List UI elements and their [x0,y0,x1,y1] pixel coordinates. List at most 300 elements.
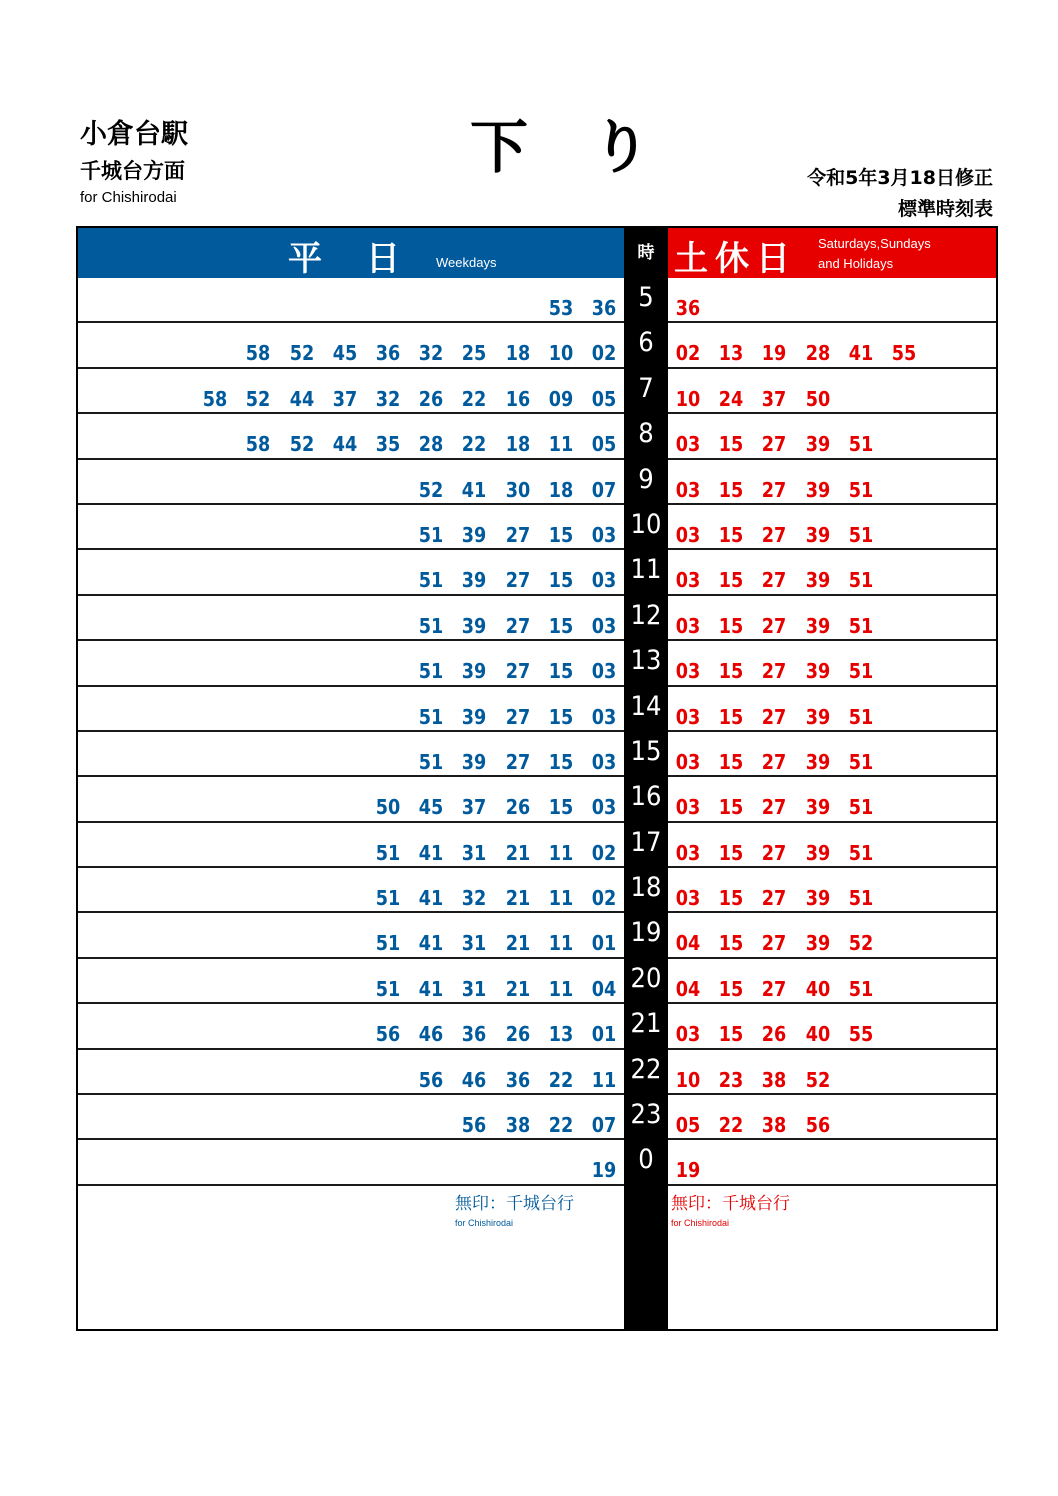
holiday-minute: 03 [675,568,701,593]
holiday-minute: 28 [805,341,830,366]
holiday-minute: 55 [848,1022,874,1047]
holiday-minute: 26 [762,1022,787,1047]
hour-column-footer [624,1186,668,1329]
holiday-minute: 04 [675,931,701,956]
weekday-minute: 39 [462,749,487,774]
weekday-minute: 18 [548,477,574,502]
weekday-cell [78,278,624,321]
weekday-minute: 02 [591,886,617,911]
timetable-row [78,823,996,868]
holiday-minute: 39 [805,795,830,820]
weekday-minute: 45 [418,795,444,820]
holiday-minute: 27 [762,976,787,1001]
timetable-row [78,1140,996,1185]
weekday-minute: 39 [462,522,487,547]
hour-label: 6 [624,323,668,368]
hour-label: 21 [624,1004,668,1049]
weekday-minute: 05 [591,386,617,411]
timetable-header [78,228,996,278]
weekday-header [78,228,624,278]
holiday-cell [668,732,996,775]
weekday-minute: 52 [289,432,314,457]
holiday-minute: 39 [805,522,830,547]
holiday-minute: 40 [805,1022,830,1047]
holiday-cell [668,1004,996,1047]
weekday-cell [78,323,624,366]
weekday-minute: 58 [246,432,271,457]
holiday-header-jp: 土休日 [674,239,797,279]
weekday-minute: 41 [418,886,444,911]
holiday-minute: 03 [675,886,701,911]
holiday-minute: 52 [805,1067,830,1092]
weekday-minute: 30 [505,477,530,502]
weekday-minute: 38 [505,1113,530,1138]
holiday-minute: 39 [805,886,830,911]
direction-label-en: for Chishirodai [80,189,177,206]
weekday-cell [78,414,624,457]
weekday-minute: 15 [548,659,574,684]
holiday-minute: 39 [805,749,830,774]
weekday-cell [78,369,624,412]
weekday-minute: 45 [332,341,358,366]
holiday-minute: 15 [718,432,744,457]
holiday-minute: 51 [848,704,874,729]
holiday-minute: 15 [718,613,744,638]
weekday-minute: 41 [418,840,444,865]
holiday-minute: 27 [762,477,787,502]
holiday-minute: 19 [762,341,787,366]
holiday-header-en-2: and Holidays [818,256,894,271]
weekday-minute: 32 [462,886,487,911]
weekday-cell [78,596,624,639]
weekday-minute: 46 [418,1022,444,1047]
hour-label: 12 [624,596,668,641]
holiday-cell [668,641,996,684]
weekday-cell [78,550,624,593]
holiday-minute: 15 [718,704,744,729]
holiday-minute: 15 [718,477,744,502]
weekday-minute: 03 [591,522,617,547]
holiday-minute: 15 [718,976,744,1001]
holiday-minute: 41 [848,341,874,366]
weekday-minute: 27 [505,749,530,774]
hour-label: 10 [624,505,668,550]
holiday-minute: 27 [762,931,787,956]
weekday-cell [78,505,624,548]
holiday-cell [668,505,996,548]
weekday-minute: 36 [375,341,401,366]
weekday-minute: 07 [591,1113,617,1138]
holiday-minute: 51 [848,613,874,638]
weekday-minute: 21 [505,931,530,956]
weekday-minute: 04 [591,976,617,1001]
weekday-minute: 03 [591,659,617,684]
timetable-footer [78,1186,996,1329]
holiday-minute: 15 [718,568,744,593]
timetable-row [78,505,996,550]
weekday-minute: 52 [289,341,314,366]
holiday-minute: 15 [718,840,744,865]
timetable-row [78,460,996,505]
holiday-minute: 52 [848,931,874,956]
weekday-minute: 51 [418,659,444,684]
weekday-minute: 51 [375,976,401,1001]
holiday-minute: 51 [848,976,874,1001]
weekday-minute: 31 [462,976,487,1001]
weekday-minute: 32 [418,341,444,366]
holiday-minute: 39 [805,613,830,638]
holiday-minute: 51 [848,749,874,774]
holiday-minute: 38 [762,1113,787,1138]
timetable-row [78,777,996,822]
weekday-minute: 44 [332,432,358,457]
hour-label: 8 [624,414,668,459]
holiday-minute: 27 [762,522,787,547]
holiday-minute: 10 [675,1067,701,1092]
weekday-minute: 15 [548,613,574,638]
holiday-minute: 27 [762,613,787,638]
holiday-minute: 04 [675,976,701,1001]
holiday-minute: 27 [762,840,787,865]
weekday-minute: 51 [418,704,444,729]
weekday-minute: 27 [505,704,530,729]
weekday-cell [78,777,624,820]
holiday-minute: 03 [675,749,701,774]
weekday-minute: 18 [505,432,530,457]
weekday-minute: 09 [548,386,574,411]
weekday-minute: 41 [418,931,444,956]
weekday-minute: 51 [418,522,444,547]
holiday-minute: 39 [805,659,830,684]
timetable-row [78,959,996,1004]
weekday-minute: 03 [591,749,617,774]
weekday-minute: 22 [462,386,487,411]
holiday-minute: 15 [718,795,744,820]
weekday-note-en: for Chishirodai [455,1218,514,1228]
holiday-minute: 51 [848,477,874,502]
holiday-cell [668,777,996,820]
weekday-cell [78,823,624,866]
timetable-row [78,641,996,686]
holiday-minute: 03 [675,795,701,820]
weekday-minute: 02 [591,341,617,366]
weekday-minute: 37 [332,386,358,411]
timetable-row [78,732,996,777]
weekday-minute: 11 [548,840,574,865]
weekday-minute: 36 [505,1067,530,1092]
weekday-minute: 11 [548,886,574,911]
holiday-cell [668,1050,996,1093]
holiday-header [668,228,996,278]
weekday-cell [78,868,624,911]
weekday-minute: 15 [548,522,574,547]
weekday-minute: 11 [548,931,574,956]
weekday-minute: 21 [505,840,530,865]
holiday-minute: 15 [718,749,744,774]
holiday-minute: 51 [848,886,874,911]
holiday-minute: 51 [848,795,874,820]
weekday-minute: 46 [462,1067,487,1092]
weekday-header-en: Weekdays [436,255,497,270]
holiday-minute: 27 [762,432,787,457]
weekday-minute: 51 [375,886,401,911]
weekday-minute: 56 [462,1113,487,1138]
holiday-minute: 51 [848,840,874,865]
holiday-cell [668,959,996,1002]
holiday-minute: 24 [718,386,744,411]
weekday-cell [78,460,624,503]
holiday-minute: 27 [762,749,787,774]
weekday-minute: 15 [548,749,574,774]
hour-label: 5 [624,278,668,323]
weekday-minute: 22 [462,432,487,457]
weekday-minute: 56 [418,1067,444,1092]
holiday-minute: 13 [718,341,744,366]
weekday-minute: 11 [548,432,574,457]
holiday-cell [668,1140,996,1183]
holiday-minute: 15 [718,1022,744,1047]
timetable-row [78,278,996,323]
station-name: 小倉台駅 [80,119,188,150]
hour-label: 18 [624,868,668,913]
weekday-minute: 15 [548,795,574,820]
weekday-minute: 15 [548,568,574,593]
timetable-row [78,323,996,368]
holiday-minute: 05 [675,1113,701,1138]
weekday-minute: 27 [505,568,530,593]
weekday-minute: 53 [548,296,574,320]
weekday-minute: 37 [462,795,487,820]
hour-label: 20 [624,959,668,1004]
holiday-cell [668,414,996,457]
holiday-cell [668,369,996,412]
weekday-minute: 50 [375,795,401,820]
weekday-minute: 11 [591,1067,617,1092]
weekday-minute: 05 [591,432,617,457]
weekday-minute: 03 [591,568,617,593]
holiday-minute: 15 [718,522,744,547]
weekday-minute: 44 [289,386,314,411]
holiday-note-en: for Chishirodai [671,1218,730,1228]
weekday-note: 無印：千城台行 [455,1194,574,1214]
holiday-minute: 15 [718,931,744,956]
holiday-minute: 19 [675,1158,701,1183]
timetable-row [78,369,996,414]
weekday-minute: 01 [591,1022,617,1047]
holiday-minute: 39 [805,840,830,865]
holiday-cell [668,278,996,321]
hour-label: 16 [624,777,668,822]
weekday-minute: 19 [591,1158,617,1183]
timetable-row [78,596,996,641]
holiday-cell [668,323,996,366]
holiday-minute: 39 [805,568,830,593]
weekday-minute: 11 [548,976,574,1001]
revision-date: 令和5年3月18日修正 [807,167,993,189]
weekday-minute: 52 [418,477,444,502]
hour-label: 14 [624,687,668,732]
weekday-minute: 13 [548,1022,574,1047]
holiday-minute: 23 [718,1067,744,1092]
holiday-minute: 27 [762,795,787,820]
holiday-minute: 03 [675,704,701,729]
holiday-minute: 51 [848,432,874,457]
holiday-minute: 27 [762,659,787,684]
weekday-minute: 56 [375,1022,401,1047]
holiday-minute: 03 [675,477,701,502]
weekday-cell [78,732,624,775]
weekday-minute: 25 [462,341,487,366]
weekday-minute: 39 [462,704,487,729]
holiday-minute: 39 [805,704,830,729]
weekday-minute: 41 [418,976,444,1001]
weekday-minute: 07 [591,477,617,502]
weekday-minute: 39 [462,568,487,593]
weekday-cell [78,1095,624,1138]
weekday-minute: 10 [548,341,574,366]
hour-label: 19 [624,913,668,958]
timetable-row [78,1050,996,1095]
timetable-row [78,913,996,958]
holiday-minute: 02 [675,341,701,366]
hour-header: 時 [624,228,668,278]
hour-label: 11 [624,550,668,595]
weekday-cell [78,913,624,956]
hour-label: 17 [624,823,668,868]
weekday-minute: 26 [505,795,530,820]
holiday-cell [668,913,996,956]
weekday-minute: 22 [548,1067,574,1092]
weekday-minute: 22 [548,1113,574,1138]
weekday-minute: 36 [591,296,617,320]
direction-label: 千城台方面 [80,159,185,183]
weekday-minute: 27 [505,613,530,638]
weekday-minute: 28 [418,432,444,457]
holiday-minute: 36 [675,296,701,320]
holiday-cell [668,823,996,866]
holiday-minute: 03 [675,522,701,547]
holiday-minute: 37 [762,386,787,411]
timetable-row [78,1004,996,1049]
timetable-row [78,687,996,732]
holiday-cell [668,1095,996,1138]
weekday-minute: 16 [505,386,530,411]
weekday-minute: 35 [375,432,401,457]
weekday-minute: 27 [505,659,530,684]
holiday-minute: 51 [848,522,874,547]
holiday-minute: 51 [848,568,874,593]
timetable-rows [78,278,996,1186]
weekday-cell [78,641,624,684]
weekday-minute: 36 [462,1022,487,1047]
holiday-minute: 15 [718,886,744,911]
holiday-minute: 38 [762,1067,787,1092]
weekday-minute: 02 [591,840,617,865]
hour-label: 9 [624,460,668,505]
holiday-minute: 50 [805,386,830,411]
timetable-row [78,868,996,913]
timetable-row [78,414,996,459]
weekday-minute: 52 [246,386,271,411]
holiday-minute: 55 [891,341,917,366]
hour-label: 15 [624,732,668,777]
weekday-minute: 03 [591,795,617,820]
holiday-minute: 39 [805,432,830,457]
weekday-minute: 03 [591,704,617,729]
holiday-minute: 27 [762,704,787,729]
holiday-note: 無印：千城台行 [671,1194,790,1214]
hour-label: 22 [624,1050,668,1095]
weekday-minute: 51 [418,568,444,593]
weekday-cell [78,1140,624,1183]
timetable-row [78,1095,996,1140]
weekday-minute: 31 [462,931,487,956]
holiday-minute: 03 [675,659,701,684]
holiday-minute: 03 [675,432,701,457]
weekday-minute: 26 [505,1022,530,1047]
hour-label: 23 [624,1095,668,1140]
holiday-cell [668,687,996,730]
weekday-minute: 51 [375,931,401,956]
weekday-header-jp: 平日 [288,239,444,279]
weekday-minute: 51 [418,749,444,774]
weekday-minute: 31 [462,840,487,865]
holiday-minute: 03 [675,840,701,865]
weekday-minute: 27 [505,522,530,547]
holiday-minute: 51 [848,659,874,684]
weekday-cell [78,959,624,1002]
weekday-minute: 58 [246,341,271,366]
holiday-minute: 27 [762,568,787,593]
weekday-cell [78,1050,624,1093]
weekday-minute: 58 [202,386,228,411]
weekday-cell [78,687,624,730]
holiday-cell [668,868,996,911]
holiday-minute: 15 [718,659,744,684]
holiday-minute: 39 [805,931,830,956]
hour-label: 7 [624,369,668,414]
weekday-minute: 39 [462,659,487,684]
weekday-minute: 26 [418,386,444,411]
holiday-cell [668,596,996,639]
holiday-minute: 03 [675,613,701,638]
weekday-minute: 51 [418,613,444,638]
weekday-minute: 39 [462,613,487,638]
weekday-cell [78,1004,624,1047]
hour-label: 0 [624,1140,668,1185]
hour-label: 13 [624,641,668,686]
holiday-minute: 56 [805,1113,830,1138]
holiday-minute: 10 [675,386,701,411]
weekday-minute: 03 [591,613,617,638]
holiday-minute: 40 [805,976,830,1001]
holiday-minute: 03 [675,1022,701,1047]
page-title: 下り [470,113,715,181]
weekday-minute: 15 [548,704,574,729]
holiday-minute: 39 [805,477,830,502]
weekday-minute: 18 [505,341,530,366]
weekday-minute: 41 [462,477,487,502]
timetable-kind: 標準時刻表 [897,198,993,220]
weekday-minute: 21 [505,976,530,1001]
timetable [76,226,998,1331]
holiday-cell [668,460,996,503]
weekday-minute: 21 [505,886,530,911]
holiday-minute: 27 [762,886,787,911]
holiday-header-en-1: Saturdays,Sundays [818,236,931,251]
weekday-minute: 01 [591,931,617,956]
weekday-minute: 32 [375,386,401,411]
